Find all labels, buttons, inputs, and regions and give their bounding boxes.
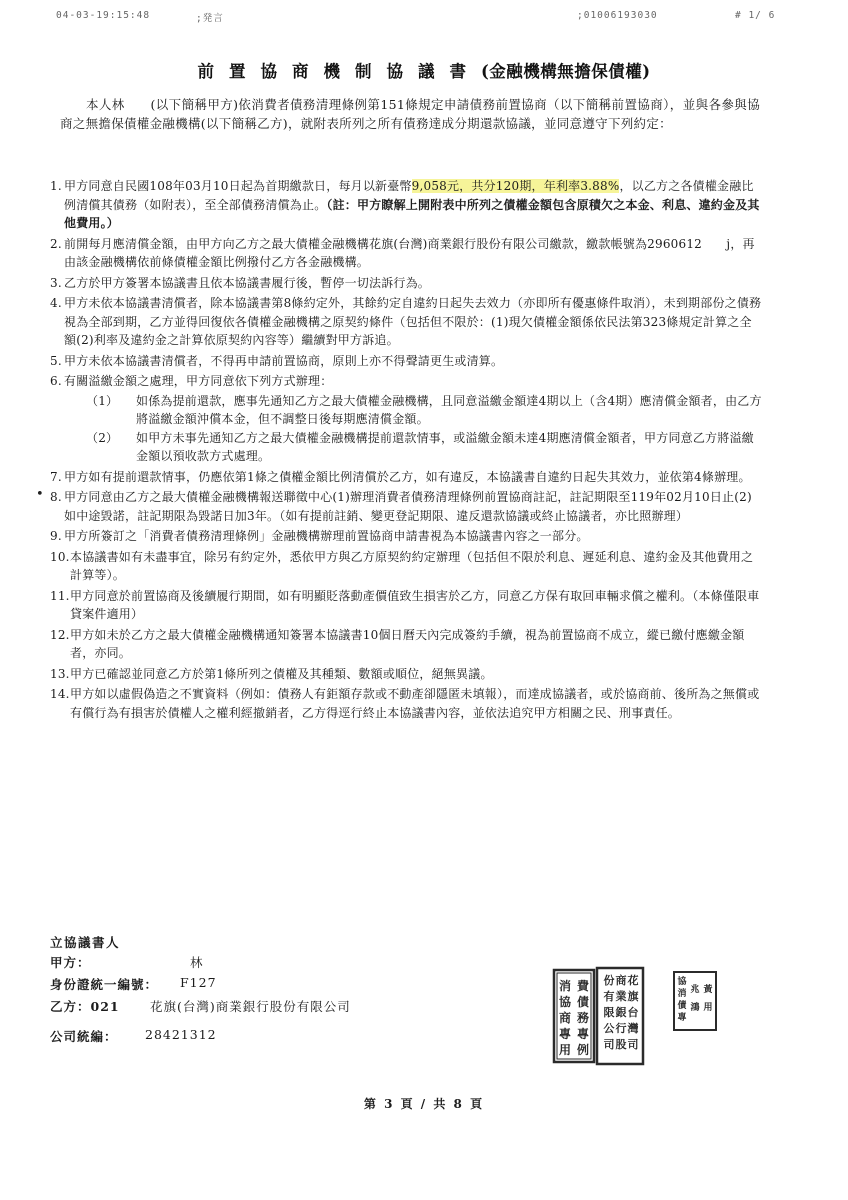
clause-number: 3. (50, 275, 62, 290)
svg-text:灣: 灣 (627, 1022, 639, 1035)
fax-number: ;01006193030 (577, 10, 658, 21)
clause-number: 11. (50, 588, 70, 603)
clause-number: 5. (50, 353, 62, 368)
svg-text:有: 有 (603, 990, 615, 1003)
stray-scan-mark: • (36, 487, 44, 502)
svg-text:花: 花 (627, 974, 639, 987)
party-b-label: 乙方：021 (50, 999, 120, 1014)
clause-text: 甲方所簽訂之「消費者債務清理條例」金融機構辦理前置協商申請書視為本協議書內容之一部分。 (64, 529, 589, 543)
svg-text:例: 例 (576, 1043, 590, 1057)
clause-text: 乙方於甲方簽署本協議書且依本協議書履行後，暫停一切法訴行為。 (64, 275, 431, 290)
clause-number: 10. (50, 549, 70, 564)
clause-6 (50, 372, 762, 466)
party-a-label: 甲方： (50, 955, 91, 970)
svg-text:股: 股 (615, 1038, 627, 1051)
sub-clause-text: 如係為提前還款，應事先通知乙方之最大債權金融機構，且同意溢繳金額達4期以上（含4期）應清償金額者，由乙方將溢繳金額沖償本金，但不調整日後每期應清償金額。 (136, 393, 762, 426)
id-number-value: F127 (180, 975, 217, 990)
document-title (0, 58, 848, 82)
svg-text:消: 消 (677, 989, 687, 999)
party-b-row (50, 997, 351, 1015)
page-indicator: 第 3 頁 / 共 8 頁 (363, 1097, 485, 1111)
clause-1-mid: ，以乙方之各債權金融比例清償其債務（如附表），至全部債務清償為止。 (64, 179, 754, 212)
svg-text:限: 限 (603, 1006, 615, 1019)
clause-text: 甲方未依本協議書清償者，除本協議書第8條約定外，其餘約定自違約日起失去效力（亦即所有優惠條件取消），未到期部份之債務視為全部到期，乙方並得回復依各債權金融機構之原契約條件（包括但不限於：(1)現欠債權金額係依民法第323條規定計算之全額(2)利率及違約金之計算依原契約內容等）繼續對甲方訴追。 (64, 296, 762, 347)
clause-number: 9. (50, 529, 62, 543)
clause-12 (50, 626, 762, 663)
clause-text: 有關溢繳金額之處理，甲方同意依下列方式辦理： (64, 374, 333, 388)
clause-1 (50, 177, 762, 233)
svg-text:份: 份 (603, 974, 615, 987)
sub-clause-number: （1） (86, 393, 119, 408)
title-main: 前置協商機制協議書 (197, 62, 481, 81)
clause-number: 14. (50, 687, 70, 701)
svg-text:債: 債 (677, 1001, 687, 1011)
svg-text:協: 協 (558, 995, 572, 1009)
agreement-clauses (50, 177, 762, 724)
clause-text: 甲方同意於前置協商及後續履行期間，如有明顯貶落動產價值致生損害於乙方，同意乙方保有取回車輛求償之權利。（本條僅限車貸案件適用） (70, 588, 760, 621)
bank-corporate-seal (595, 966, 645, 1066)
svg-text:消: 消 (558, 979, 572, 993)
intro-paragraph: 本人林 (以下簡稱甲方)依消費者債務清理條例第151條規定申請債務前置協商（以下簡稱前置協商），並與各參與協商之無擔保債權金融機構(以下簡稱乙方)，就附表所列之所有債務達成分期還款協議，並同意遵守下列約定： (60, 97, 760, 131)
clause-text (64, 179, 760, 230)
clause-13 (50, 665, 762, 684)
clause-text: 甲方未依本協議書清償者，不得再申請前置協商，原則上亦不得聲請更生或清算。 (64, 353, 504, 368)
clause-10 (50, 548, 762, 585)
title-sub: (金融機構無擔保債權) (480, 62, 651, 81)
fax-sender: ;発言 (196, 13, 224, 24)
clause-6-subitems (64, 392, 762, 466)
clause-number: 6. (50, 374, 62, 388)
svg-text:協: 協 (677, 977, 687, 987)
clause-number: 4. (50, 296, 62, 310)
representative-seal (672, 970, 718, 1032)
clause-number: 13. (50, 666, 70, 681)
svg-text:兆: 兆 (690, 985, 700, 995)
fax-timestamp: 04-03-19:15:48 (56, 10, 151, 21)
clause-text: 本協議書如有未盡事宜，除另有約定外，悉依甲方與乙方原契約約定辦理（包括但不限於利息、遲延利息、違約金及其他費用之計算等）。 (70, 549, 754, 582)
signatory-heading: 立協議書人 (50, 935, 121, 950)
clause-text: 甲方如有提前還款情事，仍應依第1條之債權金額比例清償於乙方，如有違反，本協議書自違約日起失其效力，並依第4條辦理。 (64, 469, 751, 484)
svg-text:用: 用 (703, 1003, 713, 1013)
svg-text:專: 專 (576, 1027, 590, 1041)
consumer-negotiation-seal (552, 968, 596, 1064)
clause-number: 1. (50, 179, 62, 193)
clause-3 (50, 274, 762, 293)
party-a-value: 林 (190, 955, 218, 970)
clause-1-note: （註：甲方瞭解上開附表中所列之債權金額包含原積欠之本金、利息、違約金及其他費用。） (64, 197, 760, 230)
clause-1-pre: 甲方同意自民國108年03月10日起為首期繳款日，每月以新臺幣 (64, 179, 412, 193)
sub-clause-2 (64, 429, 762, 466)
svg-text:銀: 銀 (615, 1006, 627, 1019)
svg-text:業: 業 (615, 990, 627, 1003)
company-id-label: 公司統編： (50, 1029, 118, 1044)
svg-text:專: 專 (558, 1027, 572, 1041)
svg-text:司: 司 (627, 1038, 639, 1051)
svg-text:專: 專 (677, 1013, 687, 1023)
svg-text:鴻: 鴻 (690, 1003, 700, 1013)
clause-text: 甲方同意由乙方之最大債權金融機構報送聯徵中心(1)辦理消費者債務清理條例前置協商註記，註記期限至119年02月10日止(2)如中途毀諾，註記期限為毀諾日加3年。（如有提前註銷、變更登記期限、違反還款協議或終止協議者，亦比照辦理） (64, 490, 752, 523)
svg-text:司: 司 (603, 1038, 615, 1051)
svg-text:用: 用 (558, 1043, 572, 1057)
svg-text:債: 債 (576, 995, 590, 1009)
clause-text: 甲方如未於乙方之最大債權金融機構通知簽署本協議書10個日曆天內完成簽約手續，視為前置協商不成立，縱已繳付應繳金額者，亦同。 (70, 627, 745, 660)
company-id-row (50, 1027, 217, 1045)
clause-9 (50, 527, 762, 546)
svg-text:行: 行 (615, 1022, 627, 1035)
svg-text:旗: 旗 (627, 990, 639, 1003)
sub-clause-number: （2） (86, 430, 119, 445)
clause-8 (50, 488, 762, 525)
clause-11 (50, 587, 762, 624)
party-b-value: 花旗(台灣)商業銀行股份有限公司 (150, 999, 351, 1014)
clause-text: 甲方如以虛假偽造之不實資料（例如：債務人有鉅額存款或不動產卻隱匿未填報），而達成協議者，或於協商前、後所為之無償或有償行為有損害於債權人之權利經撤銷者，乙方得逕行終止本協議書內容，並依法追究甲方相關之民、刑事責任。 (70, 687, 760, 720)
clause-2 (50, 235, 762, 272)
payment-terms-highlight: 9,058元，共分120期，年利率3.88% (411, 179, 620, 193)
fax-header (0, 10, 848, 24)
clause-number: 2. (50, 236, 62, 251)
svg-text:費: 費 (576, 979, 590, 993)
svg-text:務: 務 (576, 1011, 590, 1025)
fax-page: # 1/ 6 (735, 10, 776, 21)
company-id-value: 28421312 (145, 1027, 217, 1042)
clause-number: 7. (50, 469, 62, 484)
clause-7 (50, 468, 762, 487)
clause-14 (50, 685, 762, 722)
svg-text:黃: 黃 (703, 985, 713, 995)
id-number-label: 身份證統一編號： (50, 977, 159, 992)
svg-text:商: 商 (558, 1011, 572, 1025)
svg-text:商: 商 (615, 974, 627, 987)
clause-text: 甲方已確認並同意乙方於第1條所列之債權及其種類、數額或順位，絕無異議。 (70, 666, 493, 681)
party-a-row (50, 953, 218, 971)
clause-number: 12. (50, 627, 70, 642)
svg-text:公: 公 (603, 1022, 615, 1035)
clause-5 (50, 352, 762, 371)
svg-text:台: 台 (627, 1006, 639, 1019)
id-number-row (50, 975, 217, 993)
clause-4 (50, 294, 762, 350)
sub-clause-1 (64, 392, 762, 429)
sub-clause-text: 如甲方未事先通知乙方之最大債權金融機構提前還款情事，或溢繳金額未達4期應清償金額者，甲方同意乙方將溢繳金額以預收款方式處理。 (136, 430, 754, 463)
clause-number: 8. (50, 490, 62, 504)
clause-text: 前開每月應清償金額，由甲方向乙方之最大債權金融機構花旗(台灣)商業銀行股份有限公司繳款，繳款帳號為2960612 j，再由該金融機構依前條債權金額比例撥付乙方各金融機構。 (64, 236, 755, 269)
